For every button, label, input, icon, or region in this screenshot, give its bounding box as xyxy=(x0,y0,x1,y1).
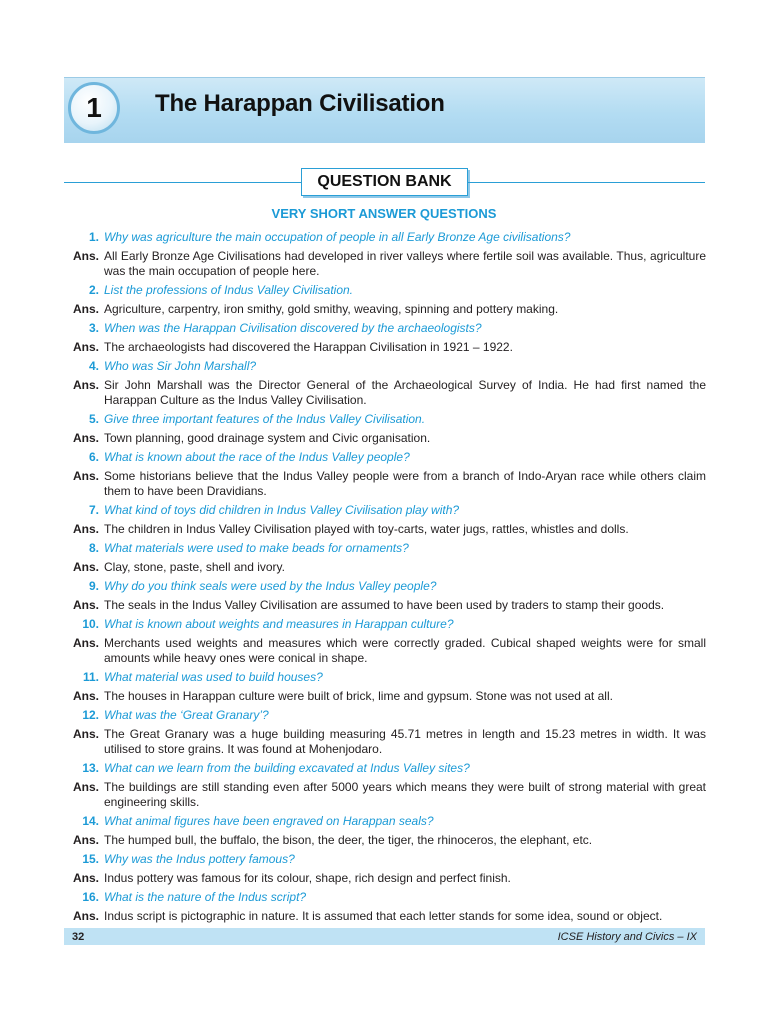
question-number: 16. xyxy=(82,890,99,904)
question-item xyxy=(66,230,706,245)
answer-text: The children in Indus Valley Civilisation played with toy-carts, water jugs, rattles, whistles and dolls. xyxy=(104,522,629,536)
question-item xyxy=(66,359,706,374)
answer-label: Ans. xyxy=(72,560,99,574)
answer-text: All Early Bronze Age Civilisations had developed in river valleys where fertile soil was available. Thus, agriculture was the main occupation of people here. xyxy=(104,249,706,278)
answer-label: Ans. xyxy=(72,833,99,847)
question-text: What is the nature of the Indus script? xyxy=(104,890,307,904)
question-text: What kind of toys did children in Indus Valley Civilisation play with? xyxy=(104,503,460,517)
question-number: 12. xyxy=(82,708,99,722)
question-text: What is known about the race of the Indus Valley people? xyxy=(104,450,410,464)
answer-item xyxy=(66,431,706,446)
question-text: List the professions of Indus Valley Civilisation. xyxy=(104,283,354,297)
question-item xyxy=(66,503,706,518)
question-item xyxy=(66,708,706,723)
answer-item xyxy=(66,689,706,704)
question-item xyxy=(66,412,706,427)
question-text: What materials were used to make beads for ornaments? xyxy=(104,541,409,555)
question-number: 2. xyxy=(88,283,99,297)
answer-text: The houses in Harappan culture were built of brick, lime and gypsum. Stone was not used at all. xyxy=(104,689,613,703)
question-text: What animal figures have been engraved on Harappan seals? xyxy=(104,814,434,828)
question-number: 10. xyxy=(82,617,99,631)
question-item xyxy=(66,814,706,829)
answer-item xyxy=(66,833,706,848)
answer-item xyxy=(66,249,706,279)
answer-text: The seals in the Indus Valley Civilisation are assumed to have been used by traders to stamp their goods. xyxy=(104,598,665,612)
answer-label: Ans. xyxy=(72,249,99,263)
answer-label: Ans. xyxy=(72,909,99,923)
question-number: 3. xyxy=(88,321,99,335)
answer-item xyxy=(66,871,706,886)
answer-item xyxy=(66,522,706,537)
question-bank-rule-right xyxy=(468,182,705,183)
question-answer-list xyxy=(66,230,706,928)
question-text: Who was Sir John Marshall? xyxy=(104,359,257,373)
question-bank-rule-left xyxy=(64,182,301,183)
book-title: ICSE History and Civics – IX xyxy=(557,930,697,943)
answer-item xyxy=(66,727,706,757)
section-heading: VERY SHORT ANSWER QUESTIONS xyxy=(271,206,497,221)
question-text: Why do you think seals were used by the Indus Valley people? xyxy=(104,579,437,593)
answer-label: Ans. xyxy=(72,598,99,612)
question-number: 5. xyxy=(88,412,99,426)
question-number: 4. xyxy=(88,359,99,373)
chapter-title: The Harappan Civilisation xyxy=(155,90,445,117)
question-item xyxy=(66,541,706,556)
question-item xyxy=(66,450,706,465)
question-text: Why was the Indus pottery famous? xyxy=(104,852,295,866)
answer-label: Ans. xyxy=(72,431,99,445)
answer-item xyxy=(66,636,706,666)
answer-label: Ans. xyxy=(72,378,99,392)
question-text: What can we learn from the building excavated at Indus Valley sites? xyxy=(104,761,470,775)
answer-text: The humped bull, the buffalo, the bison, the deer, the tiger, the rhinoceros, the elephant, etc. xyxy=(104,833,593,847)
answer-text: Town planning, good drainage system and Civic organisation. xyxy=(104,431,431,445)
question-text: What was the ‘Great Granary’? xyxy=(104,708,269,722)
question-number: 15. xyxy=(82,852,99,866)
question-item xyxy=(66,761,706,776)
question-item xyxy=(66,283,706,298)
answer-text: Indus script is pictographic in nature. It is assumed that each letter stands for some idea, sound or object. xyxy=(104,909,663,923)
answer-label: Ans. xyxy=(72,727,99,741)
answer-text: The buildings are still standing even after 5000 years which means they were built of strong material with great engineering skills. xyxy=(104,780,706,809)
question-text: What is known about weights and measures in Harappan culture? xyxy=(104,617,454,631)
answer-item xyxy=(66,780,706,810)
question-item xyxy=(66,617,706,632)
answer-text: Merchants used weights and measures which were correctly graded. Cubical shaped weights were for small amounts while heavy ones were conical in shape. xyxy=(104,636,706,665)
answer-item xyxy=(66,302,706,317)
question-text: Give three important features of the Indus Valley Civilisation. xyxy=(104,412,426,426)
question-item xyxy=(66,890,706,905)
answer-text: Some historians believe that the Indus Valley people were from a branch of Indo-Aryan race while others claim them to have been Dravidians. xyxy=(104,469,706,498)
answer-label: Ans. xyxy=(72,469,99,483)
question-item xyxy=(66,321,706,336)
question-item xyxy=(66,579,706,594)
question-number: 11. xyxy=(82,670,99,684)
answer-text: The archaeologists had discovered the Harappan Civilisation in 1921 – 1922. xyxy=(104,340,513,354)
chapter-number-badge: 1 xyxy=(68,82,120,134)
answer-label: Ans. xyxy=(72,340,99,354)
answer-text: Sir John Marshall was the Director General of the Archaeological Survey of India. He had first named the Harappan Culture as the Indus Valley Civilisation. xyxy=(104,378,706,407)
question-number: 6. xyxy=(88,450,99,464)
answer-text: The Great Granary was a huge building measuring 45.71 metres in length and 15.23 metres in width. It was utilised to store grains. It was found at Mohenjodaro. xyxy=(104,727,706,756)
answer-item xyxy=(66,598,706,613)
question-number: 8. xyxy=(88,541,99,555)
page-footer xyxy=(64,928,705,945)
page-number: 32 xyxy=(72,930,85,943)
question-number: 14. xyxy=(82,814,99,828)
question-number: 9. xyxy=(88,579,99,593)
question-item xyxy=(66,670,706,685)
answer-text: Clay, stone, paste, shell and ivory. xyxy=(104,560,285,574)
question-number: 1. xyxy=(88,230,99,244)
answer-label: Ans. xyxy=(72,302,99,316)
answer-text: Indus pottery was famous for its colour, shape, rich design and perfect finish. xyxy=(104,871,511,885)
answer-label: Ans. xyxy=(72,522,99,536)
answer-label: Ans. xyxy=(72,689,99,703)
question-text: Why was agriculture the main occupation of people in all Early Bronze Age civilisations? xyxy=(104,230,571,244)
answer-label: Ans. xyxy=(72,780,99,794)
answer-item xyxy=(66,909,706,924)
answer-text: Agriculture, carpentry, iron smithy, gold smithy, weaving, spinning and pottery making. xyxy=(104,302,559,316)
answer-item xyxy=(66,560,706,575)
answer-item xyxy=(66,469,706,499)
answer-label: Ans. xyxy=(72,871,99,885)
question-number: 13. xyxy=(82,761,99,775)
question-bank-label: QUESTION BANK xyxy=(301,168,468,196)
answer-item xyxy=(66,378,706,408)
question-text: When was the Harappan Civilisation discovered by the archaeologists? xyxy=(104,321,482,335)
question-text: What material was used to build houses? xyxy=(104,670,323,684)
answer-label: Ans. xyxy=(72,636,99,650)
question-number: 7. xyxy=(88,503,99,517)
question-item xyxy=(66,852,706,867)
answer-item xyxy=(66,340,706,355)
